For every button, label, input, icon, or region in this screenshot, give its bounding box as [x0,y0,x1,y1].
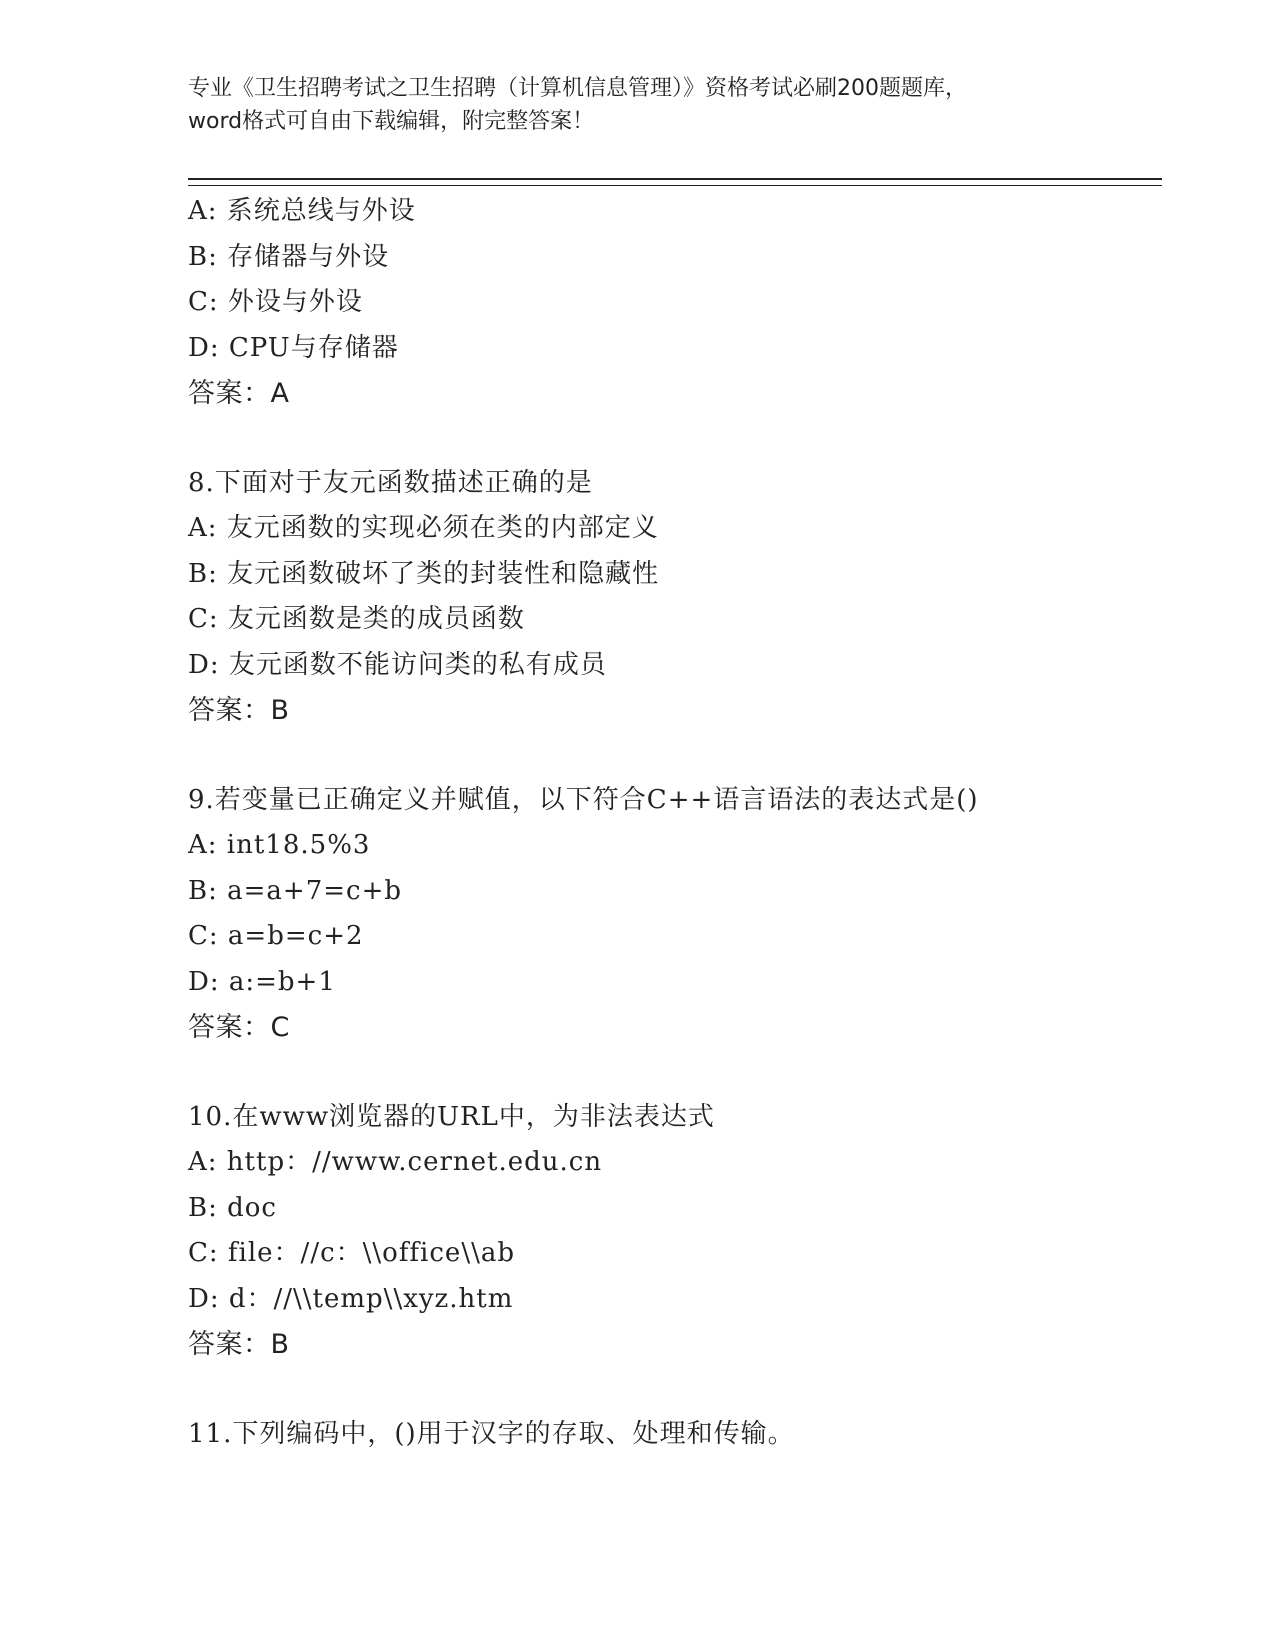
option-a: A: 系统总线与外设 [188,196,416,226]
option-d: D: a:=b+1 [188,966,336,997]
question-text: 11.下列编码中，()用于汉字的存取、处理和传输。 [188,1418,795,1449]
question-text: 8.下面对于友元函数描述正确的是 [188,467,593,498]
question-8 [188,461,1148,734]
option-b: B: 友元函数破坏了类的封装性和隐藏性 [188,558,660,589]
answer: 答案：A [188,378,290,409]
header-title-line-2: word格式可自由下载编辑，附完整答案！ [188,109,595,134]
spacer [188,417,1148,461]
option-c: C: 友元函数是类的成员函数 [188,604,525,634]
question-10 [188,1095,1148,1368]
option-b: B: a=a+7=c+b [188,875,403,906]
option-d: D: CPU与存储器 [188,332,399,363]
option-d: D: 友元函数不能访问类的私有成员 [188,649,607,680]
question-7 [188,189,1148,417]
option-a: A: int18.5%3 [188,830,371,860]
option-a: A: 友元函数的实现必须在类的内部定义 [188,513,659,543]
answer: 答案：B [188,695,290,726]
option-c: C: 外设与外设 [188,287,363,317]
spacer [188,1368,1148,1412]
option-b: B: 存储器与外设 [188,241,390,272]
header-divider [188,178,1162,186]
option-c: C: file：//c：\\office\\ab [188,1238,515,1268]
spacer [188,734,1148,778]
question-text: 9.若变量已正确定义并赋值，以下符合C++语言语法的表达式是() [188,784,979,815]
question-list [188,189,1148,1457]
question-9 [188,778,1148,1051]
question-11 [188,1412,1148,1458]
option-d: D: d：//\\temp\\xyz.htm [188,1283,514,1314]
option-b: B: doc [188,1192,277,1223]
document-header [188,72,1088,138]
question-text: 10.在www浏览器的URL中，为非法表达式 [188,1101,715,1132]
spacer [188,1051,1148,1095]
answer: 答案：C [188,1012,290,1043]
header-title-line-1: 专业《卫生招聘考试之卫生招聘（计算机信息管理）》资格考试必刷200题题库， [188,76,967,101]
option-c: C: a=b=c+2 [188,921,364,951]
option-a: A: http：//www.cernet.edu.cn [188,1147,603,1177]
answer: 答案：B [188,1329,290,1360]
